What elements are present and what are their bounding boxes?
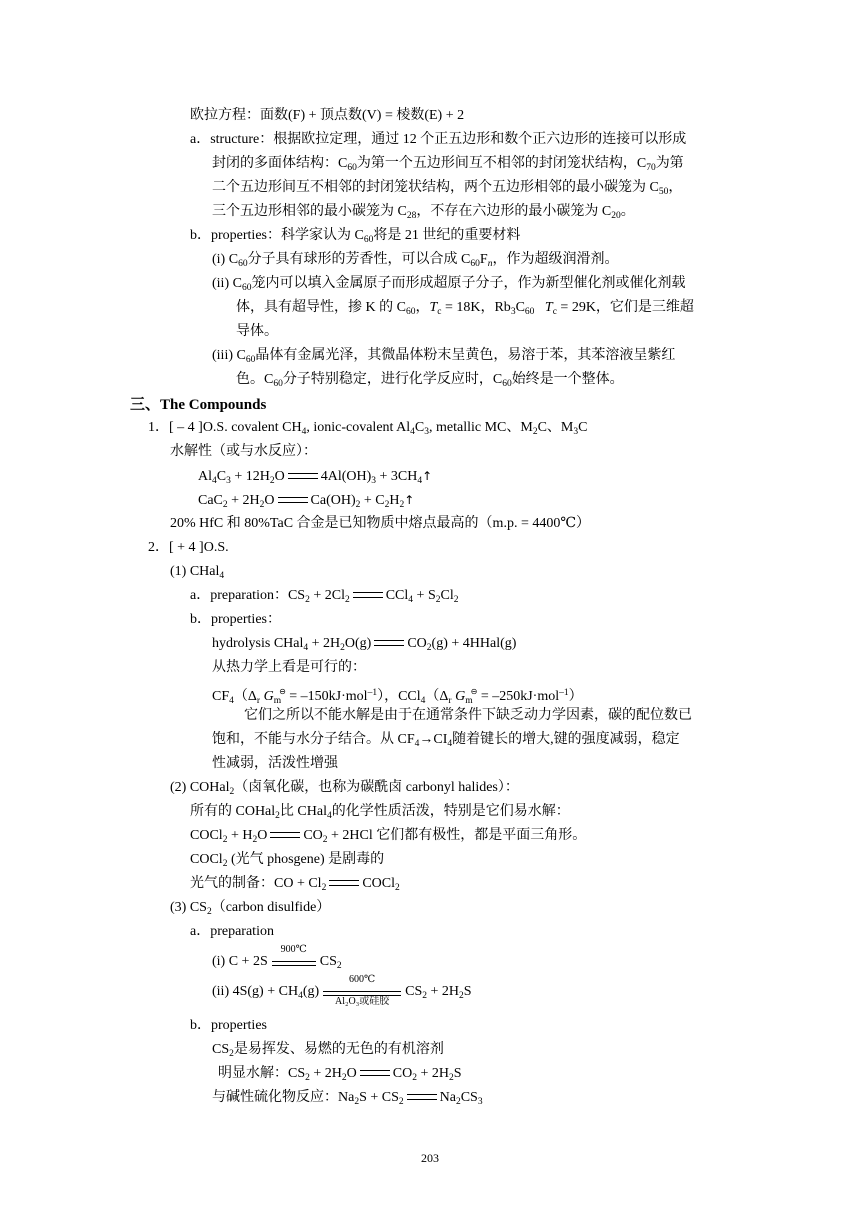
gas-arrow-icon: ↑: [422, 469, 433, 483]
cs2-prep-i: (i) C + 2S 900℃ $CS_2$: [212, 944, 342, 972]
cohal2-heading: (2) COHal$_2$（卤氧化碳，也称为碳酰卤 carbonyl halides）：: [170, 780, 519, 797]
cs2-properties-label: b．properties: [190, 1018, 267, 1033]
explanation-3: 性减弱，活泼性增强: [212, 756, 338, 771]
cocl2-hydrolysis: COCl$_2$ + $H_2O$ $CO_2 + 2HCl$ 它们都有极性，都是平面三角形。: [190, 828, 587, 845]
property-ii-2: 体，具有超导性，掺 K 的 $C_{60}$，$T_c = 18K$，$Rb_3C_{60}$ $T_c = 29K$，它们是三维超: [236, 300, 694, 317]
thermo-note: 从热力学上看是可行的：: [212, 660, 366, 675]
equals-sign: [360, 1070, 390, 1076]
property-i: (i) $C_{60}$分子具有球形的芳香性，可以合成 $C_{60}F_n$，作为超级润滑剂。: [212, 252, 619, 269]
equals-sign: [278, 497, 308, 503]
cs2-prep-ii: (ii) $4S(g) + CH_4(g)$ 600℃ Al₂O₃或硅胶 $CS_2 + 2H_2S$: [212, 974, 472, 1007]
equals-sign: [329, 880, 359, 886]
gas-arrow-icon: ↑: [404, 493, 415, 507]
reaction-cac2: $CaC_2 + 2H_2O$ $Ca(OH)_2$ + $C_2H_2↑$: [198, 493, 415, 510]
item-1-title: 1．[ – 4 ]O.S. covalent $CH_4$, ionic-covalent $Al_4C_3$, metallic MC、$M_2C$、$M_3C$: [148, 420, 588, 437]
phosgene-note: COCl$_2$ (光气 phosgene) 是剧毒的: [190, 852, 385, 869]
property-ii-1: (ii) $C_{60}$笼内可以填入金属原子而形成超原子分子，作为新型催化剂或催化剂载: [212, 276, 686, 293]
property-iii-2: 色。$C_{60}$分子特别稳定，进行化学反应时，$C_{60}$始终是一个整体。: [236, 372, 624, 389]
cs2-hydrolysis: 明显水解：$CS_2 + 2H_2O$ $CO_2 + 2H_2S$: [218, 1066, 462, 1083]
property-iii-1: (iii) $C_{60}$晶体有金属光泽，其微晶体粉末呈黄色，易溶于苯，其苯溶液呈紫红: [212, 348, 676, 365]
cs2-base-reaction: 与碱性硫化物反应：$Na_2S + CS_2$ $Na_2CS_3$: [212, 1090, 483, 1107]
alloy-note: 20% HfC 和 80%TaC 合金是已知物质中熔点最高的（m.p. = 4400℃）: [170, 516, 591, 531]
property-ii-3: 导体。: [236, 324, 278, 339]
reaction-al4c3: $Al_4C_3 + 12H_2O$ $4Al(OH)_3$ + $3CH_4↑$: [198, 469, 433, 486]
gibbs-values: $CF_4(\Delta_r$ $G_m^⊖ = -150kJ\cdot mol^{-1}$），$CCl_4(\Delta_r$ $G_m^⊖ = -250kJ\cdot mol^{-1}$）: [212, 687, 583, 706]
page-number: 203: [421, 1151, 439, 1165]
euler-formula: 欧拉方程：面数(F) + 顶点数(V) = 棱数(E) + 2: [190, 108, 465, 123]
section-heading: 三、The Compounds: [130, 397, 267, 413]
equals-sign: [353, 592, 383, 598]
properties-line: b．properties：科学家认为 $C_{60}$将是 21 世纪的重要材料: [190, 228, 521, 245]
cs2-description: $CS_2$是易挥发、易燃的无色的有机溶剂: [212, 1042, 444, 1059]
chal4-preparation: a．preparation：$CS_2 + 2Cl_2$ $CCl_4 + S_2Cl_2$: [190, 588, 459, 605]
cohal2-note: 所有的 COHal$_2$比 CHal$_4$的化学性质活泼，特别是它们易水解：: [190, 804, 570, 821]
structure-line-2: 封闭的多面体结构：$C_{60}$为第一个五边形间互不相邻的封闭笼状结构，$C_{70}$为第: [212, 156, 684, 173]
equals-sign: [374, 640, 404, 646]
explanation-1: 它们之所以不能水解是由于在通常条件下缺乏动力学因素，碳的配位数已: [244, 708, 692, 723]
explanation-2: 饱和，不能与水分子结合。从 $CF_4\to CI_4$随着键长的增大,键的强度减弱，稳定: [212, 732, 680, 749]
structure-line-1: a．structure：根据欧拉定理，通过 12 个正五边形和数个正六边形的连接可以形成: [190, 132, 687, 147]
chal4-properties: b．properties：: [190, 612, 281, 627]
cs2-preparation-label: a．preparation: [190, 924, 274, 939]
reaction-condition: 900℃: [272, 952, 316, 972]
hydrolysis-label: 水解性（或与水反应）：: [170, 444, 317, 459]
chal4-heading: (1) CHal$_4$: [170, 564, 225, 581]
phosgene-preparation: 光气的制备：CO + $Cl_2$ COCl$_2$: [190, 876, 400, 893]
item-2-title: 2．[ + 4 ]O.S.: [148, 540, 229, 555]
standard-state-icon: ⊖: [279, 687, 286, 696]
standard-state-icon: ⊖: [470, 687, 478, 696]
chal4-hydrolysis: hydrolysis CHal$_4$ + $2H_2O(g) CO_2(g)$ + 4HHal(g): [212, 636, 517, 653]
cs2-heading: (3) $CS_2(carbon$ disulfide）: [170, 900, 331, 917]
equals-sign: [407, 1094, 437, 1100]
equals-sign: [270, 832, 300, 838]
equals-sign: [288, 473, 318, 479]
structure-line-4: 三个五边形相邻的最小碳笼为 $C_{28}$，不存在六边形的最小碳笼为 $C_{20}$。: [212, 204, 635, 221]
structure-line-3: 二个五边形间互不相邻的封闭笼状结构，两个五边形相邻的最小碳笼为 $C_{50}$，: [212, 180, 683, 197]
reaction-condition: 600℃ Al₂O₃或硅胶: [323, 982, 401, 1002]
